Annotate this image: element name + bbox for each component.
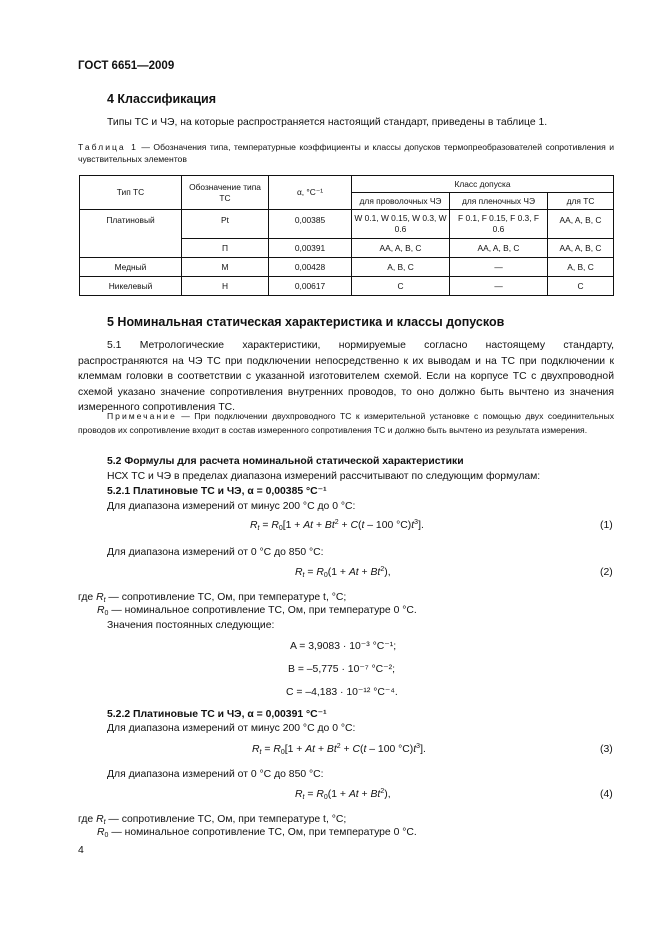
cell-designation: Н [182, 277, 269, 296]
cell-type: Никелевый [80, 277, 182, 296]
cell-alpha: 0,00617 [269, 277, 352, 296]
paragraph-5-1: 5.1 Метрологические характеристики, нормируемые согласно настоящему стандарту, распространяются на ЧЭ ТС при подключении непосредственно к их выводам и на ТС при подключении к клеммам головки в соответствии с указанной изготовителем схемой. Если на корпусе ТС с двухпроводной схемой указано значение сопротивления внутренних проводов, то оно должно быть вычтено из значения измеренного сопротивления ТС. [78, 340, 614, 414]
cell-film: AA, A, B, C [450, 239, 548, 258]
note-label: Примечание [107, 411, 177, 421]
cell-type: Медный [80, 258, 182, 277]
cell-alpha: 0,00428 [269, 258, 352, 277]
cell-film: — [450, 277, 548, 296]
th-wire: для проволочных ЧЭ [352, 193, 450, 210]
range-negative-2: Для диапазона измерений от минус 200 °С до 0 °С: [107, 723, 356, 734]
equation-2: $R_t = R_0(1 + At + Bt^2)$, [295, 566, 391, 579]
cell-ts: C [548, 277, 614, 296]
th-tolerance: Класс допуска [352, 176, 614, 193]
table-row [80, 258, 614, 277]
range-positive-1: Для диапазона измерений от 0 °С до 850 °С: [107, 547, 324, 558]
page-number: 4 [78, 845, 84, 856]
subsection-5-2-intro: НСХ ТС и ЧЭ в пределах диапазона измерений рассчитывают по следующим формулам: [107, 471, 541, 482]
section-4-title: 4 Классификация [107, 92, 217, 106]
subsection-5-2-2-title: 5.2.2 Платиновые ТС и ЧЭ, α = 0,00391 °C⁻¹ [107, 709, 327, 720]
note [78, 410, 614, 437]
constants-intro: Значения постоянных следующие: [107, 620, 275, 631]
definition-rt-2: где $R_t$ — сопротивление ТС, Ом, при температуре t, °С; [78, 814, 347, 826]
constant-b: B = –5,775 · 10⁻⁷ °C⁻²; [288, 664, 395, 675]
section-5-title: 5 Номинальная статическая характеристика и классы допусков [107, 315, 505, 329]
equation-4: $R_t = R_0(1 + At + Bt^2)$, [295, 788, 391, 801]
cell-wire: W 0.1, W 0.15, W 0.3, W 0.6 [352, 210, 450, 239]
cell-type: Платиновый [80, 210, 182, 258]
cell-wire: C [352, 277, 450, 296]
constant-c: C = –4,183 · 10⁻¹² °C⁻⁴. [286, 687, 398, 698]
th-designation: Обозначение типа ТС [182, 176, 269, 210]
equation-1: $R_t = R_0[1 + At + Bt^2 + C(t - 100$ $^\circ C)t^3$]. [250, 519, 424, 532]
table-caption-label: Таблица 1 [78, 142, 138, 152]
cell-wire: A, B, C [352, 258, 450, 277]
table-row [80, 277, 614, 296]
definition-r0: $R_0$ — номинальное сопротивление ТС, Ом, при температуре 0 °С. [97, 605, 417, 617]
cell-film: F 0.1, F 0.15, F 0.3, F 0.6 [450, 210, 548, 239]
equation-2-number: (2) [600, 567, 613, 578]
cell-ts: A, B, C [548, 258, 614, 277]
cell-designation: М [182, 258, 269, 277]
range-negative-1: Для диапазона измерений от минус 200 °С до 0 °С: [107, 501, 356, 512]
cell-wire: AA, A, B, C [352, 239, 450, 258]
cell-ts: AA, A, B, C [548, 210, 614, 239]
table-caption-text: — Обозначения типа, температурные коэффициенты и классы допусков термопреобразователей сопротивления и чувствительных элементов [78, 142, 614, 164]
cell-designation: П [182, 239, 269, 258]
th-film: для пленочных ЧЭ [450, 193, 548, 210]
equation-3-number: (3) [600, 744, 613, 755]
definition-r0-2: $R_0$ — номинальное сопротивление ТС, Ом, при температуре 0 °С. [97, 827, 417, 839]
cell-ts: AA, A, B, C [548, 239, 614, 258]
section-4-intro: Типы ТС и ЧЭ, на которые распространяется настоящий стандарт, приведены в таблице 1. [107, 117, 548, 128]
table-caption [78, 141, 614, 165]
th-alpha: α, °C⁻¹ [269, 176, 352, 210]
equation-3: $R_t = R_0[1 + At + Bt^2 + C(t - 100$ $^\circ C)t^3$]. [252, 743, 426, 756]
definition-rt: где $R_t$ — сопротивление ТС, Ом, при температуре t, °С; [78, 592, 347, 604]
subsection-5-2-1-title: 5.2.1 Платиновые ТС и ЧЭ, α = 0,00385 °C⁻¹ [107, 486, 327, 497]
note-text: — При подключении двухпроводного ТС к измерительной установке с помощью двух соединительных проводов их сопротивление входит в состав измеренного сопротивления ТС и должно быть вычтено из результата измерения. [78, 411, 614, 435]
equation-1-number: (1) [600, 520, 613, 531]
table-row [80, 210, 614, 239]
range-positive-2: Для диапазона измерений от 0 °С до 850 °С: [107, 769, 324, 780]
th-type: Тип ТС [80, 176, 182, 210]
cell-alpha: 0,00385 [269, 210, 352, 239]
cell-film: — [450, 258, 548, 277]
classification-table [79, 175, 614, 296]
equation-4-number: (4) [600, 789, 613, 800]
th-ts: для ТС [548, 193, 614, 210]
cell-designation: Pt [182, 210, 269, 239]
subsection-5-2-title: 5.2 Формулы для расчета номинальной статической характеристики [107, 456, 464, 467]
cell-alpha: 0,00391 [269, 239, 352, 258]
document-header: ГОСТ 6651—2009 [78, 60, 175, 72]
constant-a: A = 3,9083 · 10⁻³ °C⁻¹; [290, 641, 397, 652]
